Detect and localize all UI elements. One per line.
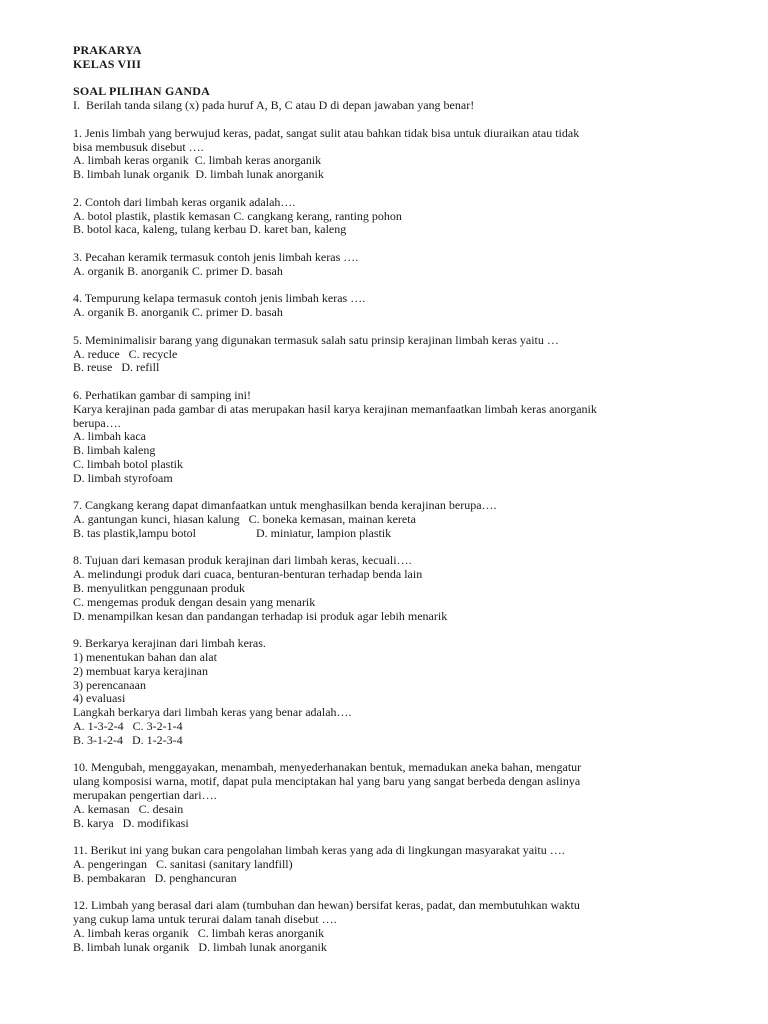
question-line: bisa membusuk disebut …. xyxy=(73,139,204,154)
question-8 xyxy=(73,554,713,623)
question-line: ulang komposisi warna, motif, dapat pula menciptakan hal yang baru yang sangat berbeda dengan aslinya xyxy=(73,774,581,789)
question-text: 1. Jenis limbah yang berwujud keras, padat, sangat sulit atau bahkan tidak bisa untuk diuraikan atau tidak xyxy=(73,125,580,140)
question-line: merupakan pengertian dari…. xyxy=(73,788,217,803)
question-line: A. gantungan kunci, hiasan kalung C. boneka kemasan, mainan kereta xyxy=(73,512,416,527)
question-line: Langkah berkarya dari limbah keras yang benar adalah…. xyxy=(73,705,352,720)
question-line: B. limbah lunak organik D. limbah lunak anorganik xyxy=(73,939,327,954)
spacer xyxy=(73,182,713,196)
question-6 xyxy=(73,389,713,486)
question-line: 4) evaluasi xyxy=(73,691,126,706)
question-9 xyxy=(73,637,713,747)
question-line: A. limbah keras organik C. limbah keras anorganik xyxy=(73,926,325,940)
question-text: 10. Mengubah, menggayakan, menambah, menyederhanakan bentuk, memadukan aneka bahan, mengatur xyxy=(73,760,582,775)
spacer xyxy=(73,320,713,334)
question-line: 2) membuat karya kerajinan xyxy=(73,663,208,678)
question-line: B. botol kaca, kaleng, tulang kerbau D. karet ban, kaleng xyxy=(73,222,347,237)
question-line: B. menyulitkan penggunaan produk xyxy=(73,581,245,596)
question-line: B. 3-1-2-4 D. 1-2-3-4 xyxy=(73,732,183,747)
class-title: KELAS VIII xyxy=(73,56,142,71)
spacer xyxy=(73,886,713,900)
question-text: 5. Meminimalisir barang yang digunakan termasuk salah satu prinsip kerajinan limbah keras yaitu … xyxy=(73,332,559,347)
question-line: A. 1-3-2-4 C. 3-2-1-4 xyxy=(73,719,183,734)
spacer xyxy=(73,748,713,762)
question-line: C. mengemas produk dengan desain yang menarik xyxy=(73,594,316,609)
question-line: B. limbah lunak organik D. limbah lunak anorganik xyxy=(73,167,324,182)
question-4 xyxy=(73,292,713,320)
question-2 xyxy=(73,196,713,237)
spacer xyxy=(73,830,713,844)
question-text: 8. Tujuan dari kemasan produk kerajinan dari limbah keras, kecuali…. xyxy=(73,553,412,568)
question-text: 4. Tempurung kelapa termasuk contoh jenis limbah keras …. xyxy=(73,291,366,306)
question-line: B. pembakaran D. penghancuran xyxy=(73,870,237,885)
section-instruction: I. Berilah tanda silang (x) pada huruf A, B, C atau D di depan jawaban yang benar! xyxy=(73,98,475,113)
question-line: A. melindungi produk dari cuaca, benturan-benturan terhadap benda lain xyxy=(73,567,423,582)
subject-title: PRAKARYA xyxy=(73,43,142,57)
question-5 xyxy=(73,334,713,375)
question-line: A. reduce C. recycle xyxy=(73,346,178,361)
question-text: 7. Cangkang kerang dapat dimanfaatkan untuk menghasilkan benda kerajinan berupa…. xyxy=(73,498,497,513)
question-line: 3) perencanaan xyxy=(73,677,146,692)
spacer xyxy=(73,279,713,293)
question-text: 9. Berkarya kerajinan dari limbah keras. xyxy=(73,636,266,651)
spacer xyxy=(73,72,713,86)
question-line: A. kemasan C. desain xyxy=(73,801,184,816)
exam-page xyxy=(73,44,713,955)
question-line: 1) menentukan bahan dan alat xyxy=(73,650,217,665)
question-3 xyxy=(73,251,713,279)
question-11 xyxy=(73,844,713,885)
question-text: 6. Perhatikan gambar di samping ini! xyxy=(73,387,251,402)
question-line: B. limbah kaleng xyxy=(73,443,156,458)
section-title: SOAL PILIHAN GANDA xyxy=(73,84,210,99)
question-7 xyxy=(73,499,713,540)
spacer xyxy=(73,541,713,555)
question-1 xyxy=(73,127,713,182)
question-line: yang cukup lama untuk terurai dalam tanah disebut …. xyxy=(73,912,337,927)
question-line: A. organik B. anorganik C. primer D. basah xyxy=(73,305,283,320)
question-line: D. limbah styrofoam xyxy=(73,470,173,485)
question-12 xyxy=(73,899,713,954)
spacer xyxy=(73,375,713,389)
spacer xyxy=(73,623,713,637)
question-line: A. limbah keras organik C. limbah keras anorganik xyxy=(73,153,322,168)
question-line: A. organik B. anorganik C. primer D. basah xyxy=(73,263,283,278)
question-text: 3. Pecahan keramik termasuk contoh jenis limbah keras …. xyxy=(73,249,359,264)
spacer xyxy=(73,113,713,127)
question-text: 2. Contoh dari limbah keras organik adalah…. xyxy=(73,194,296,209)
question-line: A. botol plastik, plastik kemasan C. cangkang kerang, ranting pohon xyxy=(73,208,402,223)
question-line: C. limbah botol plastik xyxy=(73,456,183,471)
question-line: A. pengeringan C. sanitasi (sanitary landfill) xyxy=(73,857,293,872)
question-line: B. reuse D. refill xyxy=(73,360,160,375)
question-line: A. limbah kaca xyxy=(73,429,146,444)
question-list xyxy=(73,113,713,955)
question-line: D. menampilkan kesan dan pandangan terhadap isi produk agar lebih menarik xyxy=(73,608,448,623)
question-text: 11. Berikut ini yang bukan cara pengolahan limbah keras yang ada di lingkungan masyarakat yaitu …. xyxy=(73,843,565,858)
question-line: B. karya D. modifikasi xyxy=(73,815,189,830)
spacer xyxy=(73,486,713,500)
question-line: berupa…. xyxy=(73,415,121,430)
question-line: Karya kerajinan pada gambar di atas merupakan hasil karya kerajinan memanfaatkan limbah keras anorganik xyxy=(73,401,597,416)
spacer xyxy=(73,237,713,251)
question-10 xyxy=(73,761,713,830)
question-text: 12. Limbah yang berasal dari alam (tumbuhan dan hewan) bersifat keras, padat, dan membutuhkan waktu xyxy=(73,898,580,913)
question-line: B. tas plastik,lampu botol D. miniatur, lampion plastik xyxy=(73,525,392,540)
